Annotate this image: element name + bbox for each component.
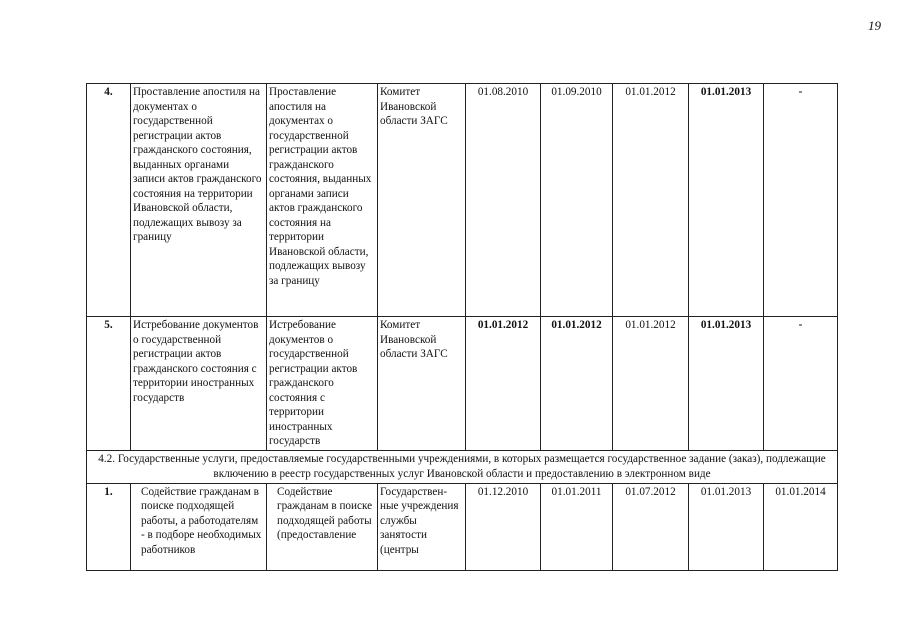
responsible-organization: Государствен-ные учреждения службы занятости (центры: [378, 483, 466, 570]
date-stage-4: 01.01.2013: [689, 84, 764, 317]
date-stage-5: -: [764, 317, 838, 451]
date-stage-3: 01.07.2012: [613, 483, 689, 570]
responsible-organization: Комитет Ивановской области ЗАГС: [378, 84, 466, 317]
date-stage-2: 01.01.2012: [541, 317, 613, 451]
service-name: Истребование документов о государственной регистрации актов гражданского состояния с территории иностранных государств: [131, 317, 267, 451]
page-number: 19: [868, 18, 881, 33]
table-row: [87, 483, 838, 570]
date-stage-4: 01.01.2013: [689, 483, 764, 570]
service-description: Проставление апостиля на документах о государственной регистрации актов гражданского состояния, выданных органами записи актов гражданского состояния на территории Ивановской области, подлежащих вывозу за границу: [267, 84, 378, 317]
date-stage-2: 01.09.2010: [541, 84, 613, 317]
date-stage-5: -: [764, 84, 838, 317]
services-table: [86, 83, 838, 571]
date-stage-1: 01.08.2010: [466, 84, 541, 317]
service-description: Истребование документов о государственной регистрации актов гражданского состояния с территории иностранных государств: [267, 317, 378, 451]
service-name: Проставление апостиля на документах о государственной регистрации актов гражданского состояния, выданных органами записи актов гражданского состояния на территории Ивановской области, подлежащих вывозу за границу: [131, 84, 267, 317]
row-number: 1.: [87, 483, 131, 570]
table-row: [87, 317, 838, 451]
responsible-organization: Комитет Ивановской области ЗАГС: [378, 317, 466, 451]
row-number: 5.: [87, 317, 131, 451]
row-number: 4.: [87, 84, 131, 317]
service-name: Содействие гражданам в поиске подходящей работы, а работодателям - в подборе необходимых работников: [131, 483, 267, 570]
date-stage-3: 01.01.2012: [613, 84, 689, 317]
service-description: Содействие гражданам в поиске подходящей работы (предоставление: [267, 483, 378, 570]
table-row: [87, 84, 838, 317]
date-stage-1: 01.01.2012: [466, 317, 541, 451]
date-stage-3: 01.01.2012: [613, 317, 689, 451]
date-stage-2: 01.01.2011: [541, 483, 613, 570]
date-stage-1: 01.12.2010: [466, 483, 541, 570]
section-header-row: [87, 450, 838, 483]
date-stage-5: 01.01.2014: [764, 483, 838, 570]
date-stage-4: 01.01.2013: [689, 317, 764, 451]
section-header: 4.2. Государственные услуги, предоставляемые государственными учреждениями, в которых размещается государственное задание (заказ), подлежащие включению в реестр государственных услуг Ивановской области и предоставлению в электронном виде: [87, 450, 838, 483]
